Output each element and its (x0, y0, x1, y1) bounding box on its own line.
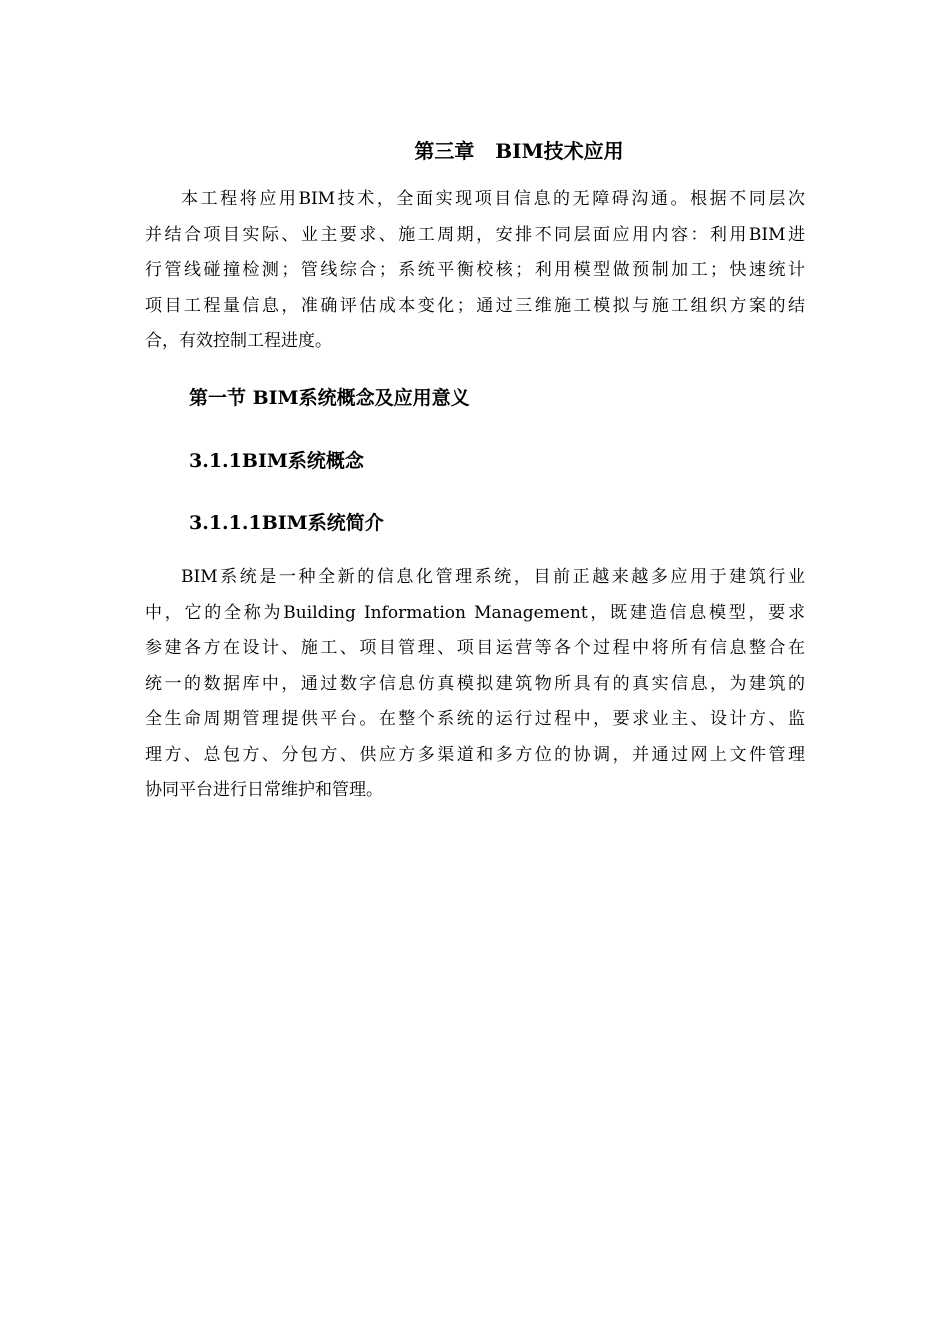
paragraph-line: 并结合项目实际、业主要求、施工周期，安排不同层面应用内容：利用BIM进 (145, 224, 805, 245)
paragraph-line: BIM系统是一种全新的信息化管理系统，目前正越来越多应用于建筑行业 (181, 567, 805, 587)
chapter-title: 第三章 BIM技术应用 (414, 139, 624, 163)
paragraph-line: 行管线碰撞检测；管线综合；系统平衡校核；利用模型做预制加工；快速统计 (145, 260, 805, 280)
paragraph-line: 全生命周期管理提供平台。在整个系统的运行过程中，要求业主、设计方、监 (145, 709, 805, 729)
subsubsection-heading: 3.1.1.1BIM系统简介 (189, 512, 384, 534)
paragraph-line: 协同平台进行日常维护和管理。 (145, 780, 383, 800)
paragraph-line: 合，有效控制工程进度。 (145, 331, 332, 351)
subsection-heading: 3.1.1BIM系统概念 (189, 450, 364, 472)
paragraph-line: 本工程将应用BIM技术，全面实现项目信息的无障碍沟通。根据不同层次 (181, 189, 805, 209)
paragraph-line: 理方、总包方、分包方、供应方多渠道和多方位的协调，并通过网上文件管理 (145, 744, 805, 765)
paragraph-line: 中，它的全称为Building Information Management，既建造信息模型，要求 (145, 602, 805, 623)
bim-intro-paragraph (145, 560, 805, 809)
paragraph-line: 统一的数据库中，通过数字信息仿真模拟建筑物所具有的真实信息，为建筑的 (145, 673, 805, 694)
paragraph-line: 项目工程量信息，准确评估成本变化；通过三维施工模拟与施工组织方案的结 (145, 295, 805, 316)
paragraph-line: 参建各方在设计、施工、项目管理、项目运营等各个过程中将所有信息整合在 (145, 638, 805, 658)
section-heading: 第一节 BIM系统概念及应用意义 (189, 387, 470, 409)
intro-paragraph (145, 182, 805, 360)
